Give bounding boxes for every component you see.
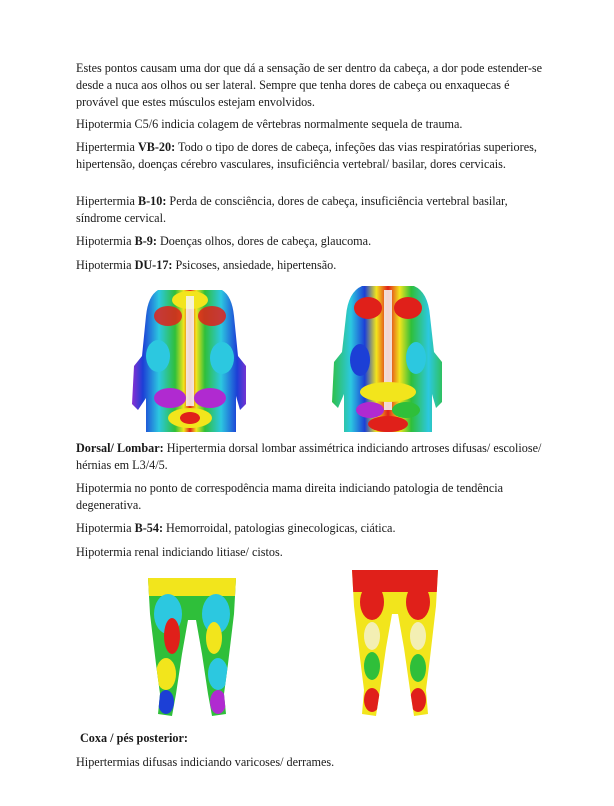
paragraph-varicoses	[76, 754, 546, 771]
paragraph-bold-term: VB-20:	[137, 140, 176, 154]
section-heading-coxa-pes	[80, 730, 550, 747]
paragraph-bold-term: B-9:	[134, 234, 157, 248]
thermogram-back-right-image	[330, 282, 446, 432]
paragraph-prefix: Hipertermia	[76, 194, 138, 208]
paragraph-bold-term: B-10:	[137, 194, 167, 208]
paragraph-vb20	[76, 139, 546, 173]
paragraph-text: Hipertermias difusas indiciando varicoses/ derrames.	[76, 755, 335, 769]
paragraph-b10	[76, 193, 546, 227]
paragraph-du17	[76, 257, 546, 274]
paragraph-prefix: Hipotermia	[76, 234, 135, 248]
paragraph-bold-term: Dorsal/ Lombar:	[76, 441, 164, 455]
paragraph-prefix: Hipotermia	[76, 258, 135, 272]
paragraph-bold-term: Coxa / pés posterior:	[80, 731, 188, 745]
paragraph-text: Doenças olhos, dores de cabeça, glaucoma.	[156, 234, 372, 248]
paragraph-bold-term: B-54:	[134, 521, 163, 535]
paragraph-text: Psicoses, ansiedade, hipertensão.	[172, 258, 337, 272]
paragraph-bold-term: DU-17:	[134, 258, 173, 272]
paragraph-b54	[76, 520, 546, 537]
paragraph-mama-direita	[76, 480, 546, 514]
paragraph-b9	[76, 233, 546, 250]
paragraph-text: Hipotermia C5/6 indicia colagem de vêrtebras normalmente sequela de trauma.	[76, 117, 463, 131]
thermogram-back-left-image	[128, 286, 252, 432]
paragraph-text: Hemorroidal, patologias ginecologicas, ciática.	[163, 521, 396, 535]
paragraph-prefix: Hipotermia	[76, 521, 135, 535]
paragraph-text: Todo o tipo de dores de cabeça, infeções das vias respiratórias superiores, hipertensão, doenças cérebro vasculares, insuficiência vertebral/ basilar, dores cervicais.	[76, 140, 537, 171]
paragraph-text: Perda de consciência, dores de cabeça, insuficiência vertebral basilar, síndrome cervical.	[76, 194, 508, 225]
paragraph-text: Hipotermia no ponto de correspodência mama direita indiciando patologia de tendência degenerativa.	[76, 481, 504, 512]
paragraph-prefix: Hipertermia	[76, 140, 138, 154]
paragraph-renal	[76, 544, 546, 561]
paragraph-headache-intro	[76, 60, 546, 111]
thermogram-legs-right-image	[350, 566, 440, 718]
paragraph-text: Hipotermia renal indiciando litiase/ cistos.	[76, 545, 283, 559]
paragraph-c5-6	[76, 116, 546, 133]
paragraph-text: Hipertermia dorsal lombar assimétrica indiciando artroses difusas/ escoliose/ hérnias em L3/4/5.	[76, 441, 542, 472]
paragraph-text: Estes pontos causam uma dor que dá a sensação de ser dentro da cabeça, a dor pode estender-se desde a nuca aos olhos ou ser lateral. Sempre que tenha dores de cabeça ou enxaquecas é provável que estes músculos estejam envolvidos.	[76, 61, 543, 109]
paragraph-dorsal-lombar	[76, 440, 546, 474]
thermogram-legs-left-image	[142, 574, 242, 720]
